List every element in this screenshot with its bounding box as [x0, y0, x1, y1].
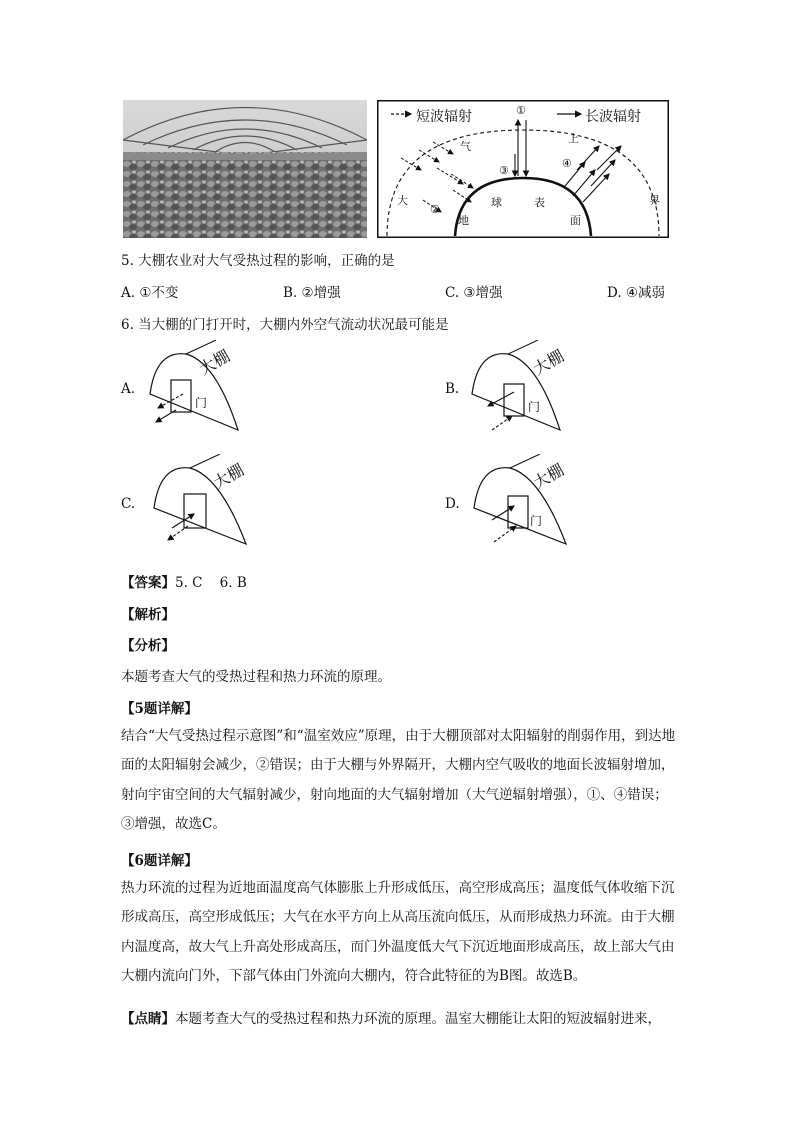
- fenxi-text: 本题考查大气的受热过程和热力环流的原理。: [121, 669, 391, 685]
- greenhouse-label-c: 大棚: [209, 460, 248, 493]
- analysis-heading: 【解析】: [121, 607, 175, 623]
- atm-char-2: 气: [460, 140, 471, 153]
- answer-line: [121, 571, 247, 591]
- q6-detail-text: 热力环流的过程为近地面温度高气体膨胀上升形成低压，高空形成高压；温度低气体收缩下沉形成高压，高空形成低压；大气在水平方向上从高压流向低压，从而形成热力环流。由于大棚内温度高，故大气上升高处形成高压，而门外温度低大气下沉近地面形成高压，故上部大气由大棚内流向门外，下部气体由门外流向大棚内，符合此特征的为B图。故选B。: [121, 880, 675, 985]
- greenhouse-label-d: 大棚: [529, 460, 568, 493]
- atm-char-4: 界: [649, 194, 660, 207]
- ground-char-1: 地: [458, 214, 469, 227]
- q6-label-a: A.: [121, 381, 136, 397]
- door-label-d: 门: [530, 514, 543, 528]
- label-3: ③: [499, 164, 509, 177]
- greenhouse-diagram-d: [470, 454, 590, 554]
- door-label-a: 门: [195, 396, 208, 410]
- dianjing-text: 本题考查大气的受热过程和热力环流的原理。温室大棚能让太阳的短波辐射进来，: [175, 1011, 661, 1027]
- q5-detail-text: 结合“大气受热过程示意图”和“温室效应”原理，由于大棚顶部对太阳辐射的削弱作用，到达地面的太阳辐射会减少，②错误；由于大棚与外界隔开，大棚内空气吸收的地面长波辐射增加，射向宇宙空间的大气辐射减少，射向地面的大气辐射增加（大气逆辐射增强），①、④错误；③增强，故选C。: [121, 728, 676, 833]
- q5-detail-title: 【5题详解】: [121, 701, 198, 717]
- door-label-b: 门: [528, 400, 541, 414]
- atm-char-3: 上: [568, 132, 579, 145]
- label-4: ④: [562, 157, 572, 170]
- label-1: ①: [516, 104, 526, 117]
- greenhouse-diagram-c: [150, 454, 270, 554]
- legend-short-wave: 短波辐射: [416, 109, 472, 125]
- greenhouse-photo: [123, 100, 367, 238]
- dianjing-label: 【点睛】: [121, 1011, 175, 1027]
- dianjing-paragraph: [121, 1005, 681, 1034]
- q5-stem: 5. 大棚农业对大气受热过程的影响，正确的是: [121, 253, 395, 269]
- q6-label-d: D.: [445, 496, 460, 512]
- legend-long-wave: 长波辐射: [585, 109, 641, 125]
- greenhouse-diagram-b: [468, 340, 588, 440]
- answer-text: 5. C 6. B: [175, 575, 247, 591]
- label-2: ②: [430, 203, 440, 216]
- ground-char-4: 面: [570, 214, 581, 227]
- greenhouse-label-b: 大棚: [529, 346, 568, 379]
- ground-char-2: 球: [491, 196, 502, 209]
- q5-option-c: C. ③增强: [445, 285, 503, 301]
- q5-option-b: B. ②增强: [283, 285, 341, 301]
- q5-option-a: A. ①不变: [121, 285, 179, 301]
- q6-detail-title: 【6题详解】: [121, 853, 198, 869]
- q6-stem: 6. 当大棚的门打开时，大棚内外空气流动状况最可能是: [121, 317, 449, 333]
- ground-char-3: 表: [534, 196, 545, 209]
- greenhouse-label-a: 大棚: [195, 346, 234, 379]
- atm-char-1: 大: [397, 194, 408, 207]
- q5-option-d: D. ④减弱: [607, 285, 666, 301]
- fenxi-heading: 【分析】: [121, 638, 175, 654]
- q6-label-b: B.: [445, 381, 460, 397]
- answer-label: 【答案】: [121, 575, 175, 591]
- q6-label-c: C.: [121, 496, 136, 512]
